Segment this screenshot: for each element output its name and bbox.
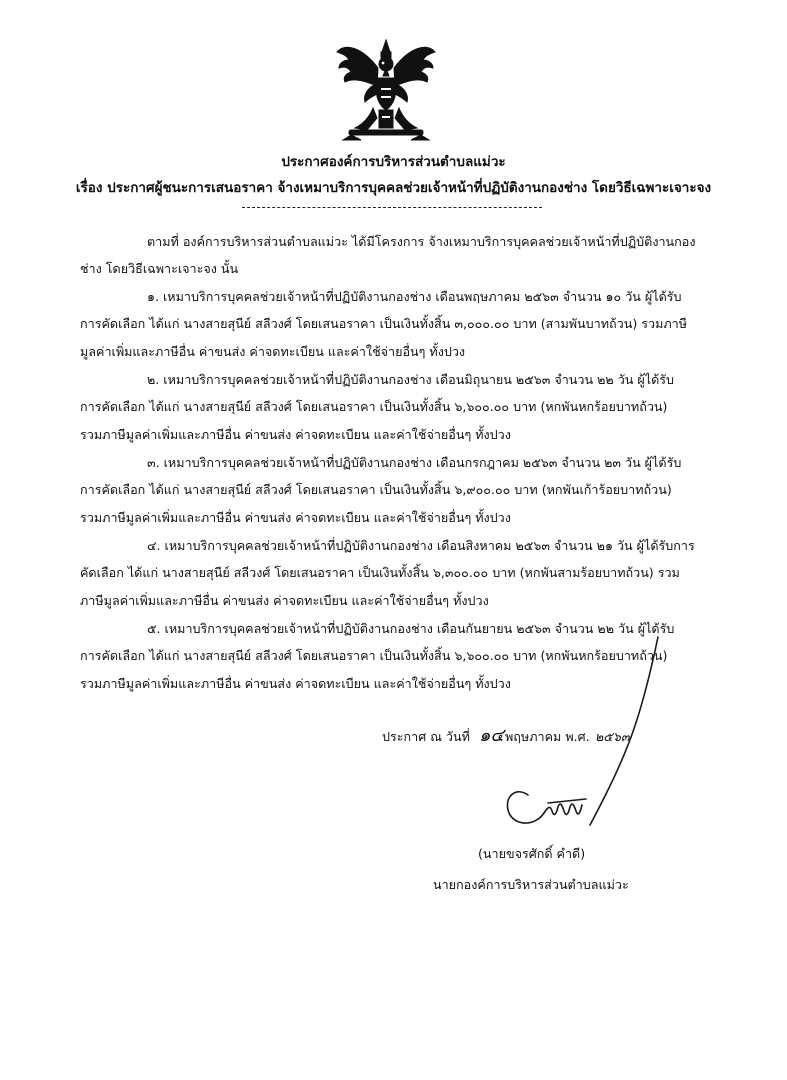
item-3-line-2: การคัดเลือก ได้แก่ นางสายสุนีย์ สลีวงศ์ โดยเสนอราคา เป็นเงินทั้งสิ้น ๖,๙๐๐.๐๐ บาท (หกพันเก้าร้อยบาทถ้วน) — [80, 482, 672, 497]
item-4-line-3: ภาษีมูลค่าเพิ่มและภาษีอื่น ค่าขนส่ง ค่าจดทะเบียน และค่าใช้จ่ายอื่นๆ ทั้งปวง — [80, 593, 489, 608]
item-1-line-3: มูลค่าเพิ่มและภาษีอื่น ค่าขนส่ง ค่าจดทะเบียน และค่าใช้จ่ายอื่นๆ ทั้งปวง — [80, 344, 466, 359]
garuda-emblem-icon — [333, 38, 439, 142]
item-3-line-3: รวมภาษีมูลค่าเพิ่มและภาษีอื่น ค่าขนส่ง ค่าจดทะเบียน และค่าใช้จ่ายอื่นๆ ทั้งปวง — [80, 510, 511, 525]
subject-line: เรื่อง ประกาศผู้ชนะการเสนอราคา จ้างเหมาบริการบุคคลช่วยเจ้าหน้าที่ปฏิบัติงานกองช่าง โดยวิธีเฉพาะเจาะจง — [75, 180, 712, 196]
item-4-line-1: ๔. เหมาบริการบุคคลช่วยเจ้าหน้าที่ปฏิบัติงานกองช่าง เดือนสิงหาคม ๒๕๖๓ จำนวน ๒๑ วัน ผู้ได้รับการ — [147, 538, 695, 553]
item-2-line-2: การคัดเลือก ได้แก่ นางสายสุนีย์ สลีวงศ์ โดยเสนอราคา เป็นเงินทั้งสิ้น ๖,๖๐๐.๐๐ บาท (หกพันหกร้อยบาทถ้วน) — [80, 399, 668, 414]
item-1-line-2: การคัดเลือก ได้แก่ นางสายสุนีย์ สลีวงศ์ โดยเสนอราคา เป็นเงินทั้งสิ้น ๓,๐๐๐.๐๐ บาท (สามพันบาทถ้วน) รวมภาษี — [80, 316, 688, 331]
intro-line-2: ช่าง โดยวิธีเฉพาะเจาะจง นั้น — [80, 261, 239, 276]
signatory-title: นายกองค์การบริหารส่วนตำบลแม่วะ — [433, 877, 629, 892]
item-5-line-3: รวมภาษีมูลค่าเพิ่มและภาษีอื่น ค่าขนส่ง ค่าจดทะเบียน และค่าใช้จ่ายอื่นๆ ทั้งปวง — [80, 676, 511, 691]
item-3-line-1: ๓. เหมาบริการบุคคลช่วยเจ้าหน้าที่ปฏิบัติงานกองช่าง เดือนกรกฎาคม ๒๕๖๓ จำนวน ๒๓ วัน ผู้ได้รับ — [147, 455, 682, 470]
handwritten-signature-icon — [490, 635, 690, 840]
page-title: ประกาศองค์การบริหารส่วนตำบลแม่วะ — [281, 154, 506, 170]
announce-day: ๑๔ — [479, 725, 505, 746]
intro-line-1: ตามที่ องค์การบริหารส่วนตำบลแม่วะ ได้มีโครงการ จ้างเหมาบริการบุคคลช่วยเจ้าหน้าที่ปฏิบัติงานกอง — [147, 234, 696, 249]
item-4-line-2: คัดเลือก ได้แก่ นางสายสุนีย์ สลีวงศ์ โดยเสนอราคา เป็นเงินทั้งสิ้น ๖,๓๐๐.๐๐ บาท (หกพันสามร้อยบาทถ้วน) รวม — [80, 565, 680, 580]
announce-month-era: พฤษภาคม พ.ศ. — [505, 729, 590, 744]
item-5-line-2: การคัดเลือก ได้แก่ นางสายสุนีย์ สลีวงศ์ โดยเสนอราคา เป็นเงินทั้งสิ้น ๖,๖๐๐.๐๐ บาท (หกพันหกร้อยบาทถ้วน) — [80, 648, 668, 663]
header-divider — [242, 207, 542, 208]
item-5-line-1: ๕. เหมาบริการบุคคลช่วยเจ้าหน้าที่ปฏิบัติงานกองช่าง เดือนกันยายน ๒๕๖๓ จำนวน ๒๒ วัน ผู้ได้รับ — [147, 621, 675, 636]
announce-date-label: ประกาศ ณ วันที่ — [382, 729, 470, 744]
announce-year: ๒๕๖๓ — [595, 729, 630, 744]
item-2-line-3: รวมภาษีมูลค่าเพิ่มและภาษีอื่น ค่าขนส่ง ค่าจดทะเบียน และค่าใช้จ่ายอื่นๆ ทั้งปวง — [80, 427, 511, 442]
item-2-line-1: ๒. เหมาบริการบุคคลช่วยเจ้าหน้าที่ปฏิบัติงานกองช่าง เดือนมิถุนายน ๒๕๖๓ จำนวน ๒๒ วัน ผู้ได้รับ — [147, 372, 675, 387]
signatory-name: (นายขจรศักดิ์ คำดี) — [478, 846, 586, 861]
item-1-line-1: ๑. เหมาบริการบุคคลช่วยเจ้าหน้าที่ปฏิบัติงานกองช่าง เดือนพฤษภาคม ๒๕๖๓ จำนวน ๑๐ วัน ผู้ได้รับ — [147, 289, 682, 304]
